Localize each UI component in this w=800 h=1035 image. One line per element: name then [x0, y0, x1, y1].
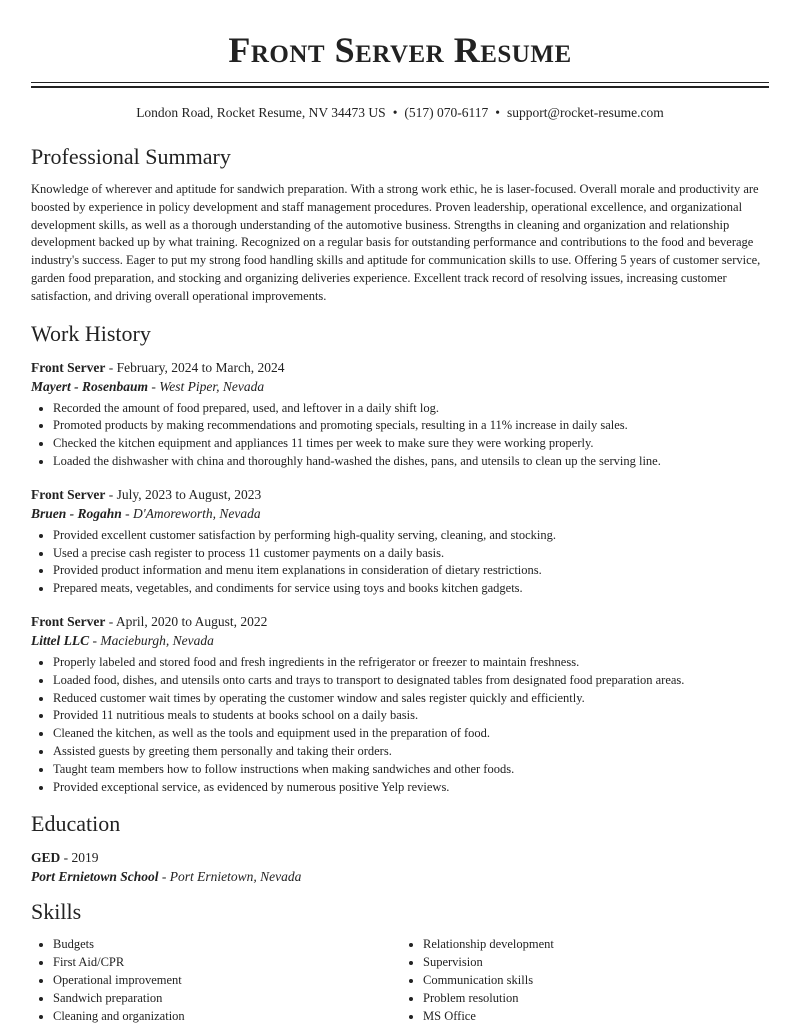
job-title: Front Server — [31, 486, 106, 502]
job-dates: - April, 2020 to August, 2022 — [105, 613, 268, 629]
job-bullet: • Provided exceptional service, as evidenced by numerous positive Yelp reviews. — [53, 779, 771, 797]
job-bullets — [31, 654, 771, 796]
education-degree-line — [31, 848, 771, 867]
skill-item: • First Aid/CPR — [53, 954, 401, 972]
job-bullet: • Assisted guests by greeting them personally and taking their orders. — [53, 743, 771, 761]
job-bullet: • Loaded food, dishes, and utensils onto carts and trays to transport to designated tables from designated food preparation areas. — [53, 672, 771, 690]
education-heading: Education — [31, 811, 121, 837]
job-bullet: • Used a precise cash register to process 11 customer payments on a daily basis. — [53, 545, 771, 563]
contact-separator: • — [392, 105, 398, 120]
job-bullet: • Prepared meats, vegetables, and condiments for service using toys and books kitchen gadgets. — [53, 580, 771, 598]
skills-list-right — [401, 936, 771, 1025]
job-bullet: • Recorded the amount of food prepared, used, and leftover in a daily shift log. — [53, 400, 771, 418]
work-heading: Work History — [31, 320, 151, 346]
job-company-line — [31, 631, 771, 650]
resume-title: Front Server Resume — [228, 30, 572, 70]
summary-heading: Professional Summary — [31, 144, 231, 169]
job-bullet: • Properly labeled and stored food and fresh ingredients in the refrigerator or freezer to maintain freshness. — [53, 654, 771, 672]
job-bullet: • Provided product information and menu item explanations in consideration of dietary restrictions. — [53, 562, 771, 580]
job-entry — [31, 612, 771, 796]
education-school: Port Ernietown School — [31, 869, 159, 885]
education-degree: GED — [31, 850, 61, 866]
contact-separator: • — [495, 105, 501, 120]
job-company-line — [31, 504, 771, 523]
skills-heading: Skills — [31, 899, 82, 925]
job-bullet: • Loaded the dishwasher with china and thoroughly hand-washed the dishes, pans, and utensils to clean up the serving line. — [53, 453, 771, 471]
job-company-line — [31, 377, 771, 396]
job-title: Front Server — [31, 359, 106, 375]
contact-line — [0, 104, 800, 122]
job-company: Littel LLC — [31, 632, 90, 648]
contact-email: support@rocket-resume.com — [507, 105, 664, 120]
skill-item: • Relationship development — [423, 936, 771, 954]
skill-item: • Sandwich preparation — [53, 990, 401, 1008]
summary-text: Knowledge of wherever and aptitude for sandwich preparation. With a strong work ethic, he is laser-focused. Overall morale and productivity are boosted by experience in policy development and staff management procedures. Proven leadership, operational excellence, and organizational development skills, as well as a thorough understanding of the automotive business. Strengths in cleaning and organization and relationship development backed up by what training. Recognized on a regular basis for outstanding performance and contributions to the food and beverage industry's success. Eager to put my strong food handling skills and aptitude for communication skills to use. Offering 5 years of customer service, garden food preparation, and stocking and organizing deliveries experience. Excellent track record of resolving issues, increasing customer satisfaction, and driving overall operational improvements. — [31, 182, 761, 303]
job-bullet: • Cleaned the kitchen, as well as the tools and equipment used in the preparation of food. — [53, 725, 771, 743]
skill-item: • Operational improvement — [53, 972, 401, 990]
education-location: - Port Ernietown, Nevada — [158, 869, 302, 885]
resume-content — [31, 138, 771, 1025]
job-bullet: • Checked the kitchen equipment and appliances 11 times per week to make sure they were working properly. — [53, 435, 771, 453]
job-bullets — [31, 400, 771, 471]
job-company: Bruen - Rogahn — [31, 505, 122, 521]
skill-item: • Problem resolution — [423, 990, 771, 1008]
job-bullet: • Promoted products by making recommendations and promoting specials, resulting in a 11% increase in daily sales. — [53, 417, 771, 435]
skill-item: • Supervision — [423, 954, 771, 972]
title-divider-thick — [31, 86, 769, 88]
skill-item: • Communication skills — [423, 972, 771, 990]
education-school-line — [31, 867, 771, 886]
job-title-line — [31, 485, 771, 504]
job-dates: - July, 2023 to August, 2023 — [105, 486, 262, 502]
job-entry — [31, 485, 771, 598]
job-entry — [31, 358, 771, 471]
job-location: - D'Amoreworth, Nevada — [121, 505, 261, 521]
job-dates: - February, 2024 to March, 2024 — [105, 359, 285, 375]
job-title: Front Server — [31, 613, 106, 629]
contact-phone: (517) 070-6117 — [404, 105, 489, 120]
skill-item: • Budgets — [53, 936, 401, 954]
skills-columns — [31, 936, 771, 1025]
job-title-line — [31, 358, 771, 377]
skill-item: • Cleaning and organization — [53, 1008, 401, 1026]
contact-address: London Road, Rocket Resume, NV 34473 US — [136, 105, 386, 120]
job-company: Mayert - Rosenbaum — [31, 378, 149, 394]
title-divider-thin — [31, 82, 769, 83]
job-location: - Macieburgh, Nevada — [89, 632, 214, 648]
job-location: - West Piper, Nevada — [148, 378, 265, 394]
education-entry — [31, 848, 771, 886]
skills-list-left — [31, 936, 401, 1025]
job-bullet: • Provided excellent customer satisfaction by performing high-quality serving, cleaning, and stocking. — [53, 527, 771, 545]
job-bullet: • Provided 11 nutritious meals to students at books school on a daily basis. — [53, 707, 771, 725]
job-bullet: • Reduced customer wait times by operating the customer window and sales register quickly and efficiently. — [53, 690, 771, 708]
job-bullets — [31, 527, 771, 598]
job-bullet: • Taught team members how to follow instructions when making sandwiches and other foods. — [53, 761, 771, 779]
job-title-line — [31, 612, 771, 631]
education-year: - 2019 — [60, 850, 99, 866]
skill-item: • MS Office — [423, 1008, 771, 1026]
